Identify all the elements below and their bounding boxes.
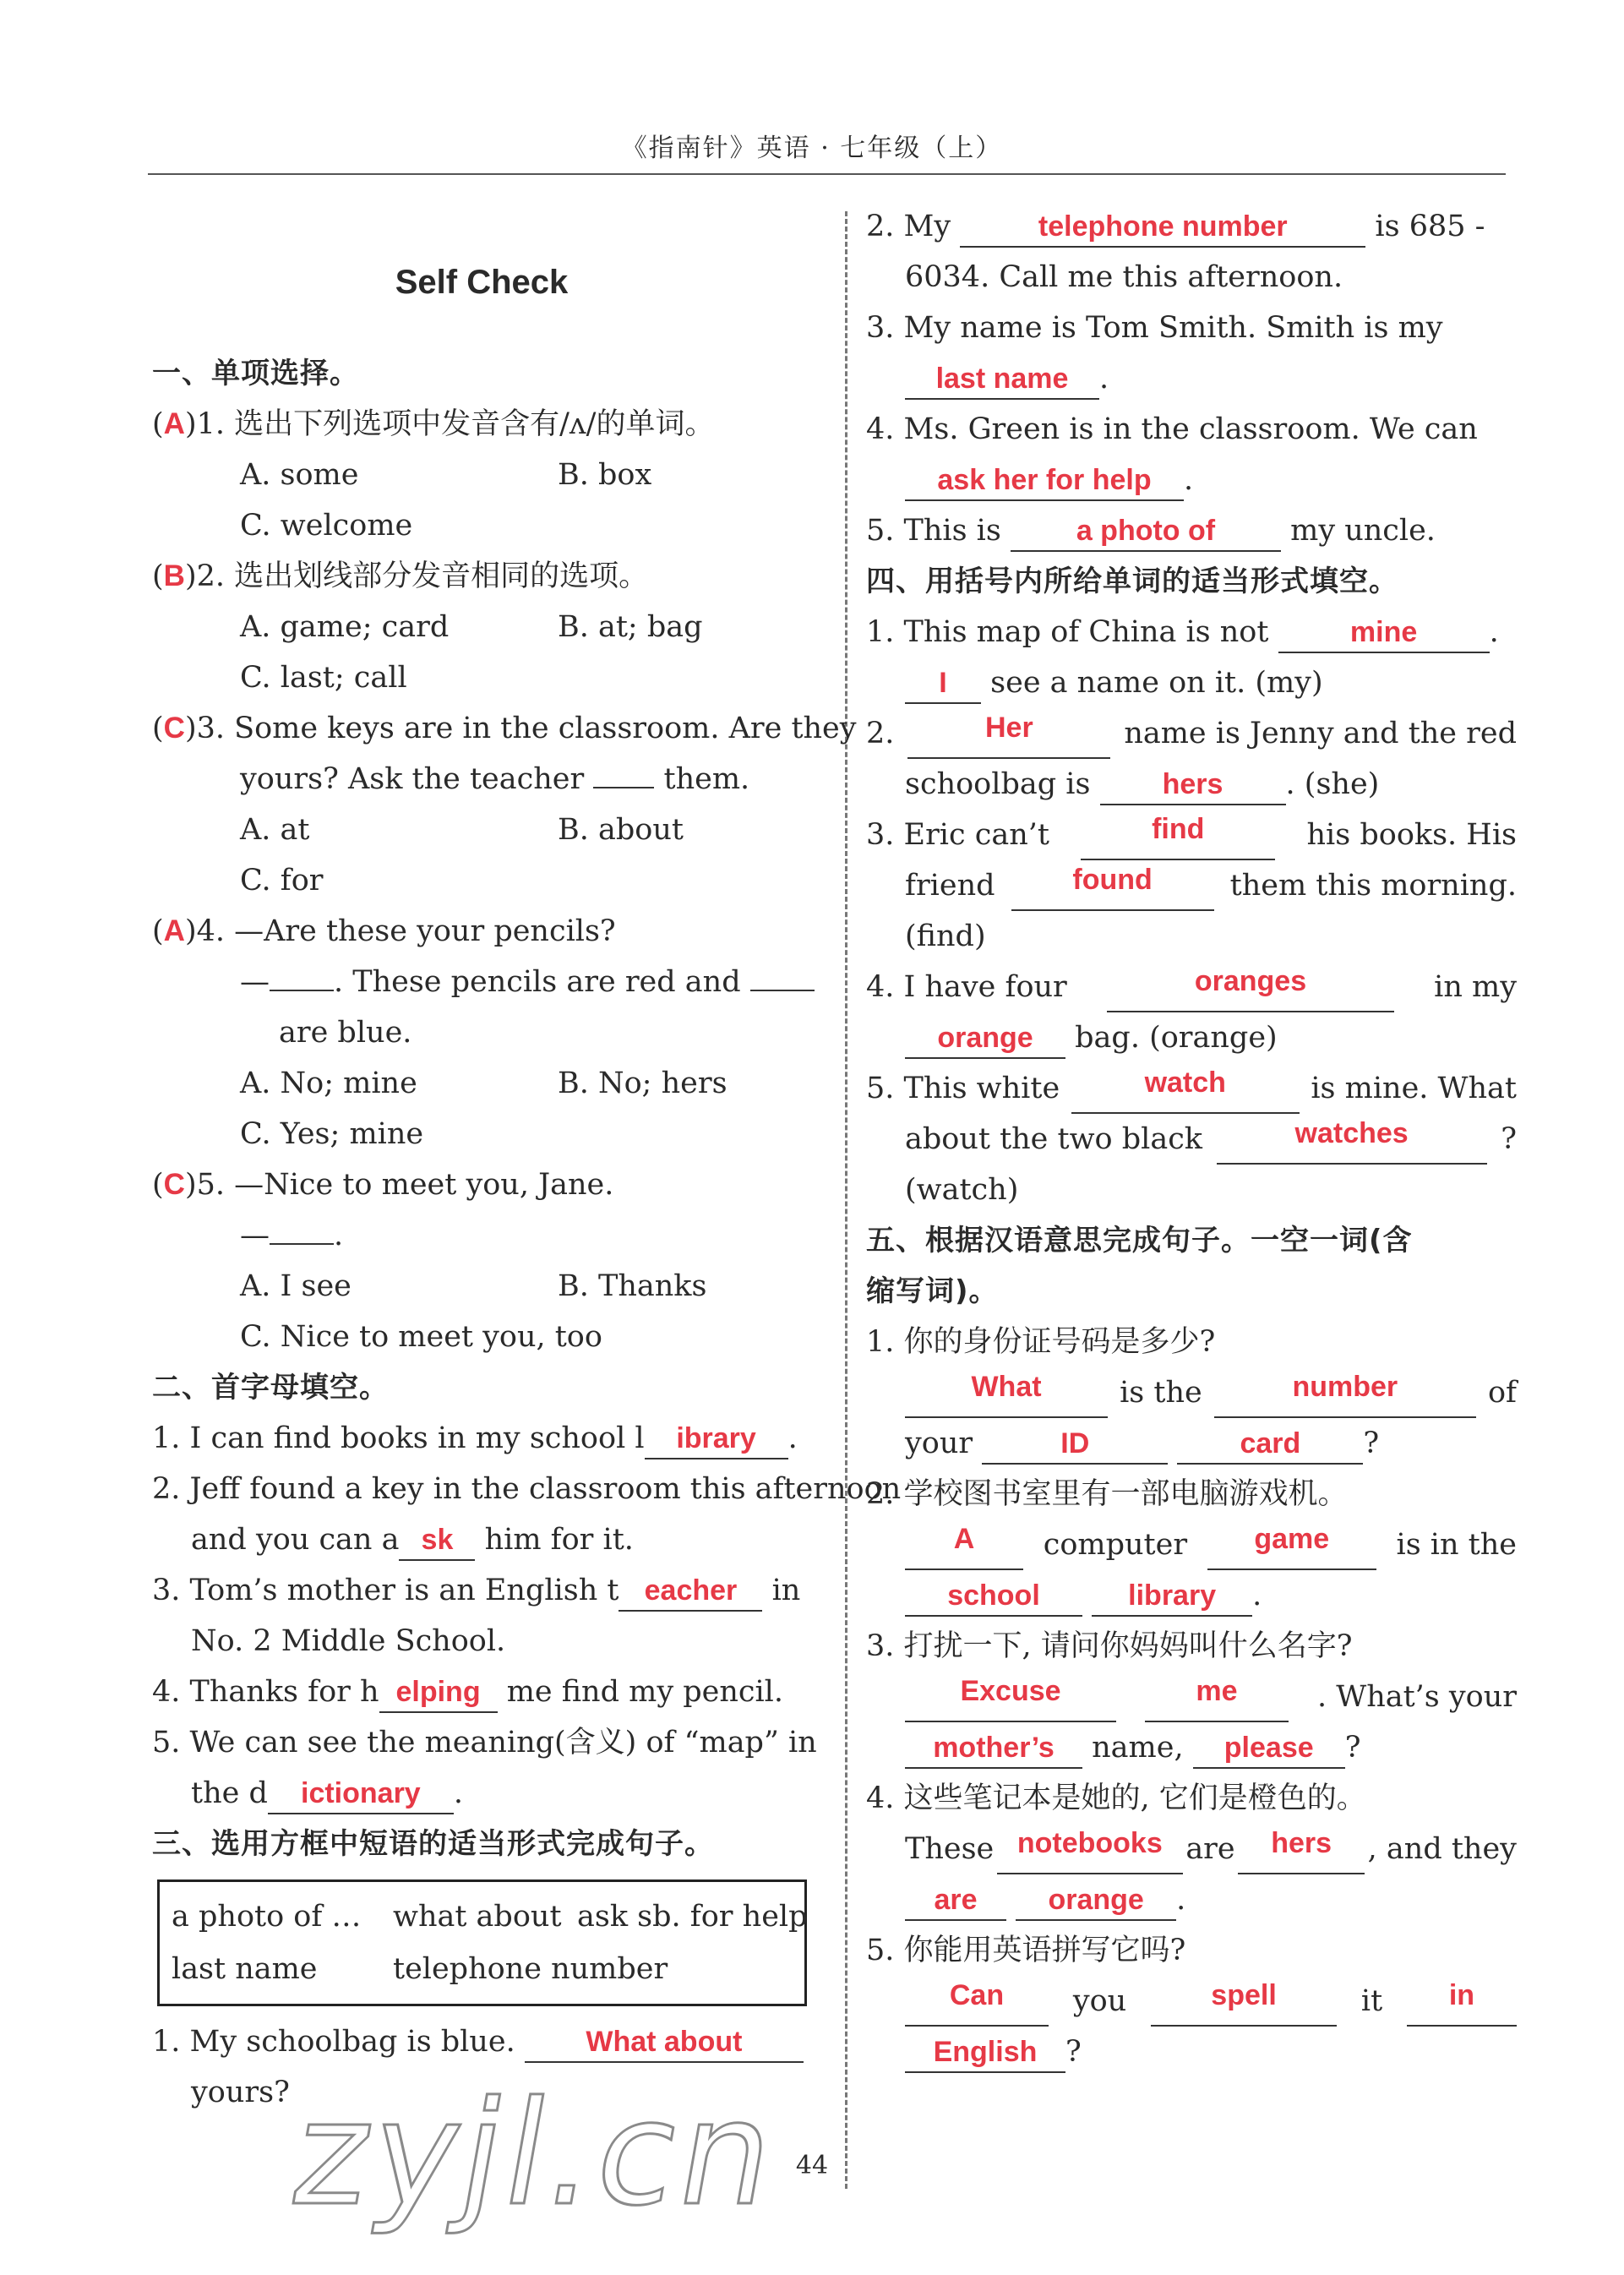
- phrase-item: ask sb. for help: [577, 1900, 808, 1934]
- s2-q3-line2: No. 2 Middle School.: [191, 1624, 506, 1658]
- header-rule: [148, 173, 1506, 175]
- s1-q3-options: A. at B. about: [240, 813, 684, 847]
- s4-q4-line2: orange bag. (orange): [866, 1012, 1517, 1063]
- s3-q3-line1: 3. My name is Tom Smith. Smith is my: [866, 311, 1443, 345]
- s5-q1-answer-3: ID: [982, 1424, 1168, 1465]
- s3-q4-answer: ask her for help: [905, 461, 1184, 501]
- s5-q1-answer-1: What: [905, 1367, 1108, 1418]
- right-column: [866, 201, 1517, 2077]
- s4-q2-answer-2: hers: [1100, 765, 1286, 805]
- s2-q3-answer: eacher: [619, 1571, 762, 1612]
- blank: [593, 787, 654, 788]
- s4-q4-answer-1: oranges: [1107, 962, 1394, 1012]
- s1-q5-option-c: C. Nice to meet you, too: [240, 1320, 602, 1354]
- s3-q1-line2: yours?: [191, 2076, 290, 2109]
- s1-q4-line2: — . These pencils are red and: [152, 957, 811, 1007]
- s4-q4-line1: 4. I have four oranges in my: [866, 962, 1517, 1012]
- page-header: 《指南针》英语 · 七年级（上）: [621, 134, 1003, 163]
- s5-q3-answer-3: mother’s: [905, 1728, 1082, 1769]
- s3-q3-line2: last name .: [866, 353, 1517, 404]
- s4-q5-line1: 5. This white watch is mine. What: [866, 1063, 1517, 1114]
- s4-q1-line1: 1. This map of China is not mine .: [866, 607, 1517, 657]
- section-5-heading: 五、根据汉语意思完成句子。一空一词(含: [866, 1224, 1413, 1258]
- s5-q1-answer-2: number: [1214, 1367, 1476, 1418]
- s5-q3-line1: Excuse me . What’s your: [866, 1672, 1517, 1722]
- s1-q4-answer: A: [163, 914, 185, 947]
- left-column: [152, 254, 902, 2118]
- s4-q2-line2: schoolbag is hers . (she): [866, 759, 1517, 810]
- s4-q3-line3: (find): [905, 919, 986, 953]
- s4-q5-answer-1: watch: [1071, 1063, 1300, 1114]
- s5-q5-answer-3: in: [1407, 1976, 1517, 2027]
- s2-q4: 4. Thanks for h elping me find my pencil.: [152, 1667, 811, 1717]
- s4-q3-line2: friend found them this morning.: [866, 860, 1517, 911]
- section-5-heading-cont: 缩写词)。: [866, 1274, 999, 1308]
- s4-q5-line2: about the two black watches ?: [866, 1114, 1517, 1165]
- s1-q1-stem: (A)1. 选出下列选项中发音含有/ʌ/的单词。: [152, 407, 715, 441]
- s5-q3-answer-4: please: [1193, 1728, 1345, 1769]
- s4-q3-answer-2: found: [1011, 860, 1214, 911]
- s4-q3-line1: 3. Eric can’t find his books. His: [866, 810, 1517, 860]
- s5-q5-chinese: 5. 你能用英语拼写它吗?: [866, 1934, 1186, 1967]
- s3-q4-line1: 4. Ms. Green is in the classroom. We can: [866, 412, 1478, 446]
- s5-q3-chinese: 3. 打扰一下, 请问你妈妈叫什么名字?: [866, 1629, 1353, 1663]
- s3-q5: 5. This is a photo of my uncle.: [866, 505, 1517, 556]
- s2-q3-line1: 3. Tom’s mother is an English t eacher in: [152, 1565, 811, 1616]
- s4-q2-line1: 2. Her name is Jenny and the red: [866, 708, 1517, 759]
- s5-q3-answer-1: Excuse: [905, 1672, 1116, 1722]
- s1-q4-options: A. No; mine B. No; hers: [240, 1067, 728, 1100]
- s3-q4-line2: ask her for help .: [866, 455, 1517, 505]
- s2-q2-line2: and you can a sk him for it.: [152, 1514, 811, 1565]
- blank: [270, 1243, 334, 1245]
- s5-q5-answer-4: English: [905, 2032, 1065, 2073]
- s1-q1-answer: A: [163, 407, 185, 440]
- s4-q1-answer-2: I: [905, 663, 981, 704]
- s2-q4-answer: elping: [379, 1672, 498, 1713]
- s5-q4-answer-2: hers: [1238, 1824, 1365, 1874]
- s1-q3-option-c: C. for: [240, 864, 324, 897]
- s5-q5-answer-1: Can: [905, 1976, 1049, 2027]
- s3-q1-line1: 1. My schoolbag is blue. What about: [152, 2016, 811, 2067]
- s2-q1-answer: ibrary: [645, 1419, 788, 1459]
- s5-q5-answer-2: spell: [1151, 1976, 1337, 2027]
- watermark: zyjl.cn: [281, 2070, 791, 2238]
- phrase-item: last name: [172, 1952, 318, 1986]
- s5-q2-answer-4: library: [1092, 1576, 1252, 1617]
- s4-q1-line2: I see a name on it. (my): [866, 657, 1517, 708]
- section-4-heading: 四、用括号内所给单词的适当形式填空。: [866, 565, 1398, 598]
- s5-q4-line1: These notebooks are hers , and they: [866, 1824, 1517, 1874]
- s3-q2-line1: 2. My telephone number is 685 -: [866, 201, 1517, 252]
- phrase-item: what about: [393, 1900, 562, 1934]
- s5-q2-answer-2: game: [1207, 1519, 1376, 1570]
- s1-q4-line3: are blue.: [279, 1016, 412, 1050]
- s5-q1-line2: your ID card ?: [866, 1418, 1517, 1469]
- s4-q5-answer-2: watches: [1217, 1114, 1487, 1165]
- s1-q4-stem: (A)4. —Are these your pencils?: [152, 914, 616, 948]
- s2-q5-line2: the d ictionary .: [152, 1768, 811, 1819]
- s5-q5-line2: English ?: [866, 2027, 1517, 2077]
- s2-q2-line1: 2. Jeff found a key in the classroom this afternoon: [152, 1472, 902, 1506]
- s1-q2-stem: (B)2. 选出划线部分发音相同的选项。: [152, 559, 649, 593]
- s4-q5-line3: (watch): [905, 1173, 1019, 1207]
- s4-q1-answer-1: mine: [1278, 613, 1490, 653]
- s5-q2-line2: school library .: [866, 1570, 1517, 1621]
- s3-q3-answer: last name: [905, 359, 1099, 400]
- s5-q2-answer-3: school: [905, 1576, 1082, 1617]
- s2-q1: 1. I can find books in my school l ibrary .: [152, 1413, 811, 1464]
- s5-q4-line2: are orange .: [866, 1874, 1517, 1925]
- s1-q2-options: A. game; card B. at; bag: [240, 610, 703, 644]
- s5-q3-line2: mother’s name, please ?: [866, 1722, 1517, 1773]
- s1-q4-option-c: C. Yes; mine: [240, 1117, 424, 1151]
- s1-q3-stem: (C)3. Some keys are in the classroom. Are they: [152, 712, 857, 745]
- s5-q2-answer-1: A: [905, 1519, 1023, 1570]
- s5-q4-answer-1: notebooks: [997, 1824, 1183, 1874]
- s5-q4-answer-4: orange: [1016, 1880, 1176, 1921]
- s2-q2-answer: sk: [399, 1520, 475, 1561]
- blank: [270, 990, 334, 991]
- s5-q2-chinese: 2. 学校图书室里有一部电脑游戏机。: [866, 1477, 1348, 1511]
- blank: [750, 990, 815, 991]
- s5-q4-chinese: 4. 这些笔记本是她的, 它们是橙色的。: [866, 1781, 1366, 1815]
- s5-q3-answer-2: me: [1145, 1672, 1289, 1722]
- phrase-box: [157, 1879, 807, 2006]
- s1-q5-options: A. I see B. Thanks: [240, 1269, 707, 1303]
- s4-q3-answer-1: find: [1081, 810, 1275, 860]
- s1-q1-options: A. some B. box: [240, 458, 652, 492]
- phrase-item: a photo of …: [172, 1900, 362, 1934]
- section-3-heading: 三、选用方框中短语的适当形式完成句子。: [152, 1827, 714, 1861]
- s5-q5-line1: Can you spell it in: [866, 1976, 1517, 2027]
- s5-q1-answer-4: card: [1177, 1424, 1363, 1465]
- s5-q1-line1: What is the number of: [866, 1367, 1517, 1418]
- section-2-heading: 二、首字母填空。: [152, 1371, 389, 1405]
- s3-q5-answer: a photo of: [1011, 511, 1281, 552]
- s1-q2-answer: B: [163, 559, 185, 592]
- s5-q1-chinese: 1. 你的身份证号码是多少?: [866, 1325, 1216, 1359]
- s2-q5-answer: ictionary: [268, 1774, 454, 1814]
- s1-q5-answer: C: [163, 1168, 185, 1201]
- page-title: Self Check: [395, 264, 569, 301]
- s4-q2-answer-1: Her: [907, 708, 1110, 759]
- s3-q2-answer: telephone number: [960, 207, 1365, 248]
- s2-q5-line1: 5. We can see the meaning(含义) of “map” in: [152, 1726, 817, 1759]
- page-number: 44: [795, 2151, 829, 2180]
- s1-q3-answer: C: [163, 712, 185, 745]
- s3-q2-line2: 6034. Call me this afternoon.: [905, 260, 1343, 294]
- s1-q1-option-c: C. welcome: [240, 509, 413, 543]
- s1-q3-line2: yours? Ask the teacher them.: [240, 762, 750, 796]
- column-divider: [845, 211, 847, 2189]
- s1-q5-stem: (C)5. —Nice to meet you, Jane.: [152, 1168, 614, 1202]
- s5-q2-line1: A computer game is in the: [866, 1519, 1517, 1570]
- s3-q1-answer: What about: [525, 2022, 804, 2063]
- section-1-heading: 一、单项选择。: [152, 357, 359, 390]
- phrase-item: telephone number: [393, 1952, 668, 1986]
- s4-q4-answer-2: orange: [905, 1018, 1065, 1059]
- s5-q4-answer-3: are: [905, 1880, 1006, 1921]
- s1-q5-line2: — .: [240, 1219, 344, 1252]
- s1-q2-option-c: C. last; call: [240, 661, 407, 695]
